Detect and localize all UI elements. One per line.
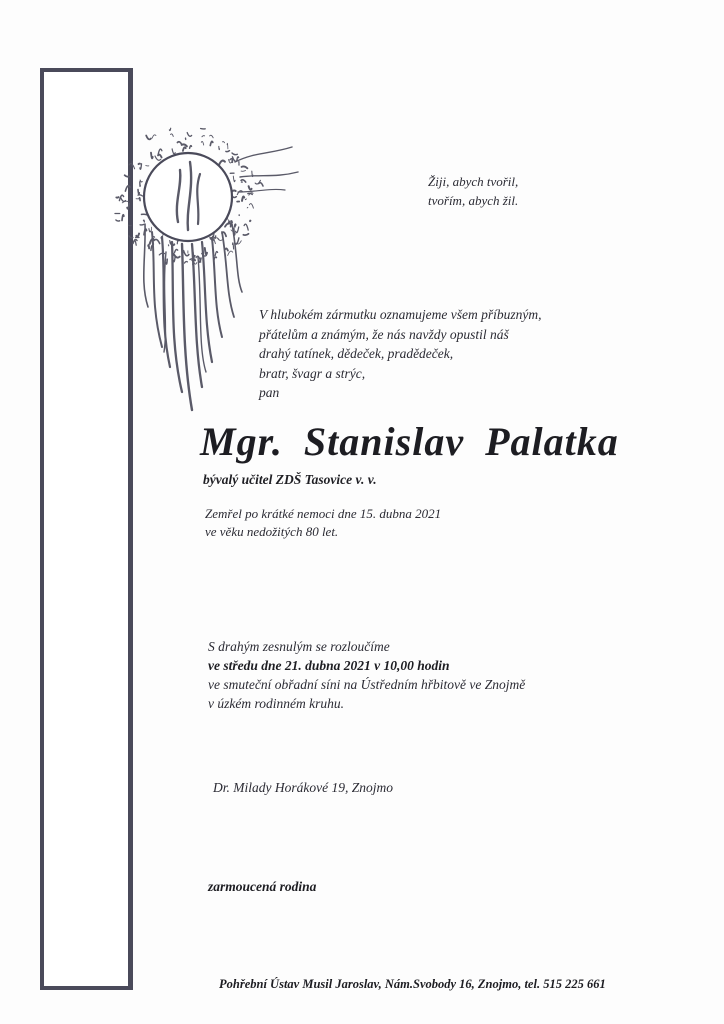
- motto-quote: [428, 172, 518, 210]
- death-details: [205, 505, 441, 541]
- intro-line: bratr, švagr a strýc,: [259, 365, 366, 381]
- intro-line: drahý tatínek, dědeček, pradědeček,: [259, 346, 454, 361]
- farewell-date: ve středu dne 21. dubna 2021 v 10,00 hodin: [208, 658, 450, 673]
- death-line: ve věku nedožitých 80 let.: [205, 524, 339, 539]
- family-signature: zarmoucená rodina: [208, 879, 317, 894]
- intro-line: V hlubokém zármutku oznamujeme všem příbuzným,: [259, 307, 542, 322]
- family-address: Dr. Milady Horákové 19, Znojmo: [213, 780, 393, 795]
- funeral-home-footer: Pohřební Ústav Musil Jaroslav, Nám.Svobody 16, Znojmo, tel. 515 225 661: [219, 977, 606, 991]
- farewell-line: ve smuteční obřadní síni na Ústředním hřbitově ve Znojmě: [208, 677, 526, 692]
- intro-line: pan: [259, 385, 280, 400]
- deceased-name: Mgr. Stanislav Palatka: [200, 419, 619, 464]
- announcement-intro: [259, 305, 541, 403]
- deceased-former-role: bývalý učitel ZDŠ Tasovice v. v.: [203, 472, 377, 487]
- motto-line: tvořím, abych žil.: [428, 193, 519, 208]
- death-line: Zemřel po krátké nemoci dne 15. dubna 2021: [205, 506, 442, 521]
- motto-line: Žiji, abych tvořil,: [428, 174, 519, 189]
- farewell-details: [208, 637, 525, 713]
- intro-line: přátelům a známým, že nás navždy opustil náš: [259, 326, 509, 342]
- farewell-line: S drahým zesnulým se rozloučíme: [208, 639, 390, 654]
- farewell-line: v úzkém rodinném kruhu.: [208, 696, 344, 711]
